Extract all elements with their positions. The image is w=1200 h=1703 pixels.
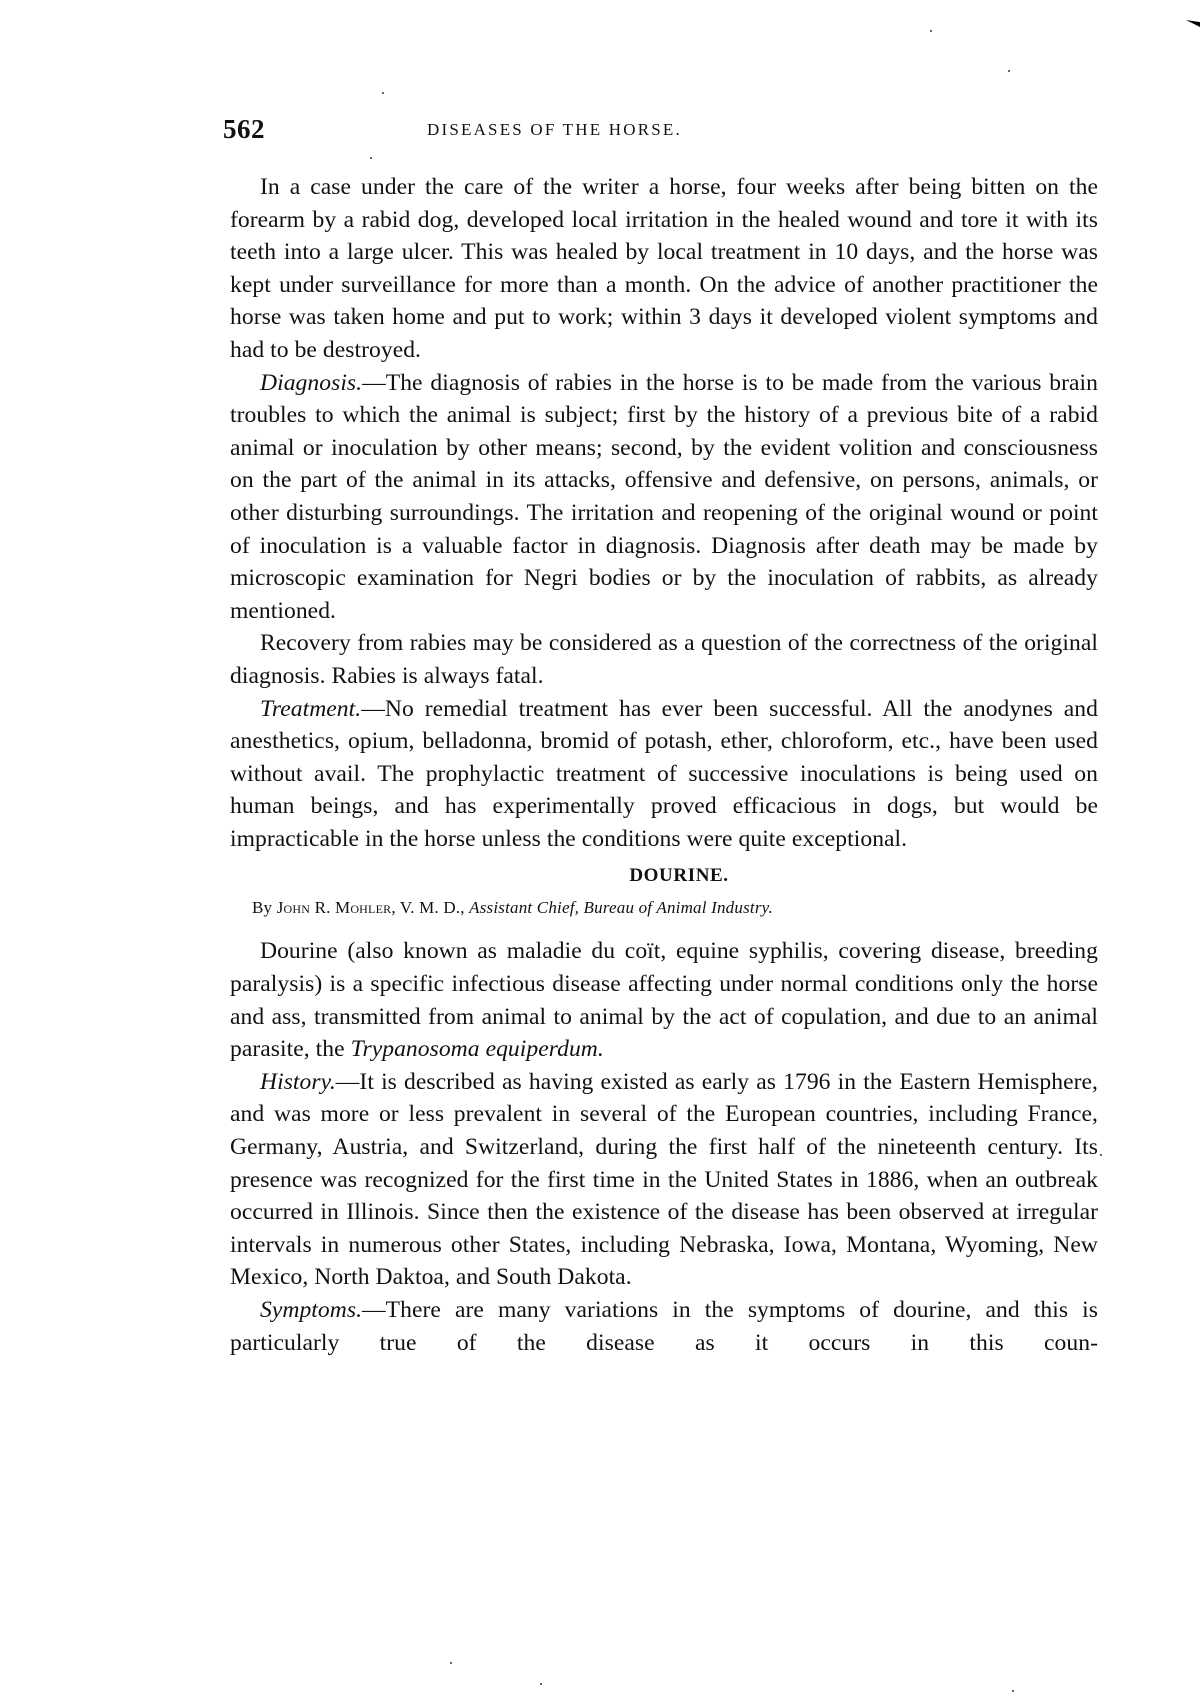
page-number: 562 bbox=[223, 114, 265, 144]
diagnosis-paragraph bbox=[230, 367, 1098, 628]
byline bbox=[230, 893, 1098, 923]
symptoms-paragraph bbox=[230, 1294, 1098, 1359]
case-paragraph bbox=[230, 171, 1098, 367]
history-paragraph bbox=[230, 1066, 1098, 1294]
case-paragraph-text: In a case under the care of the writer a horse, four weeks after being bitten on the forearm by a rabid dog, developed local irritation in the healed wound and tore it with its teeth into a large ulcer. This was healed by local treatment in 10 days, and the horse was kept under surveillance for more than a month. On the advice of another practitioner the horse was taken home and put to work; within 3 days it developed violent symptoms and had to be destroyed. bbox=[230, 174, 1098, 363]
history-text: —It is described as having existed as early as 1796 in the Eastern Hemisphere, and was more or less prevalent in several of the European countries, including France, Germany, Austria, and Switzerland, during the first half of the nineteenth century. Its presence was recognized for the first time in the United States in 1886, when an outbreak occurred in Illinois. Since then the existence of the disease has been observed at irregular intervals in numerous other States, including Nebraska, Iowa, Montana, Wyoming, New Mexico, North Daktoa, and South Dakota. bbox=[230, 1068, 1098, 1291]
diagnosis-text: —The diagnosis of rabies in the horse is to be made from the various brain troubles to which the animal is subject; first by the history of a previous bite of a rabid animal or inoculation by other means; second, by the evident volition and consciousness on the part of the animal in its attacks, offensive and defensive, on persons, animals, or other disturbing surroundings. The irritation and reopening of the original wound or point of inoculation is a valuable factor in diagnosis. Diagnosis after death may be made by microscopic examination for Negri bodies or by the inoculation of rabbits, as already mentioned. bbox=[230, 369, 1098, 624]
scan-speck bbox=[370, 157, 372, 159]
recovery-text: Recovery from rabies may be considered as a question of the correctness of the original diagnosis. Rabies is always fatal. bbox=[230, 630, 1098, 689]
scan-speck bbox=[930, 30, 932, 32]
treatment-paragraph bbox=[230, 693, 1098, 856]
scan-speck bbox=[382, 92, 384, 94]
running-title: DISEASES OF THE HORSE. bbox=[427, 120, 682, 139]
symptoms-label: Symptoms. bbox=[260, 1297, 363, 1323]
scan-speck bbox=[450, 1662, 452, 1664]
scan-speck bbox=[540, 1683, 542, 1685]
byline-position: Assistant Chief, Bureau of Animal Industry. bbox=[469, 898, 773, 918]
section-heading-dourine: DOURINE. bbox=[629, 865, 729, 887]
treatment-text: —No remedial treatment has ever been successful. All the anodynes and anesthetics, opium, belladonna, bromid of potash, ether, chloroform, etc., have been used without avail. The prophylactic treatment of successive inoculations is being used on human beings, and has experimentally proved efficacious in dogs, but would be impracticable in the horse unless the conditions were quite exceptional. bbox=[230, 695, 1098, 852]
history-label: History. bbox=[260, 1068, 336, 1095]
scan-speck bbox=[1012, 1690, 1014, 1692]
treatment-label: Treatment. bbox=[260, 695, 362, 722]
diagnosis-label: Diagnosis. bbox=[260, 369, 363, 396]
text-column bbox=[230, 171, 1098, 1359]
recovery-paragraph bbox=[230, 627, 1098, 692]
byline-degree: , V. M. D., bbox=[391, 898, 470, 918]
dourine-intro-paragraph bbox=[230, 935, 1098, 1065]
scan-corner-mark bbox=[1186, 20, 1200, 27]
symptoms-text: —There are many variations in the symptoms of dourine, and this is particularly true of the disease as it occurs in this coun- bbox=[230, 1297, 1098, 1356]
byline-author: John R. Mohler bbox=[276, 898, 392, 918]
species-name: Trypanosoma equiperdum. bbox=[350, 1036, 604, 1063]
running-head bbox=[223, 114, 1103, 150]
scan-speck bbox=[1100, 1154, 1102, 1156]
dourine-intro-text: Dourine (also known as maladie du coït, equine syphilis, covering disease, breeding paralysis) is a specific infectious disease affecting under normal conditions only the horse and ass, transmitted from animal to animal by the act of copulation, and due to an animal parasite, the bbox=[230, 938, 1098, 1063]
byline-prefix: By bbox=[252, 898, 277, 918]
scan-speck bbox=[1008, 70, 1010, 72]
